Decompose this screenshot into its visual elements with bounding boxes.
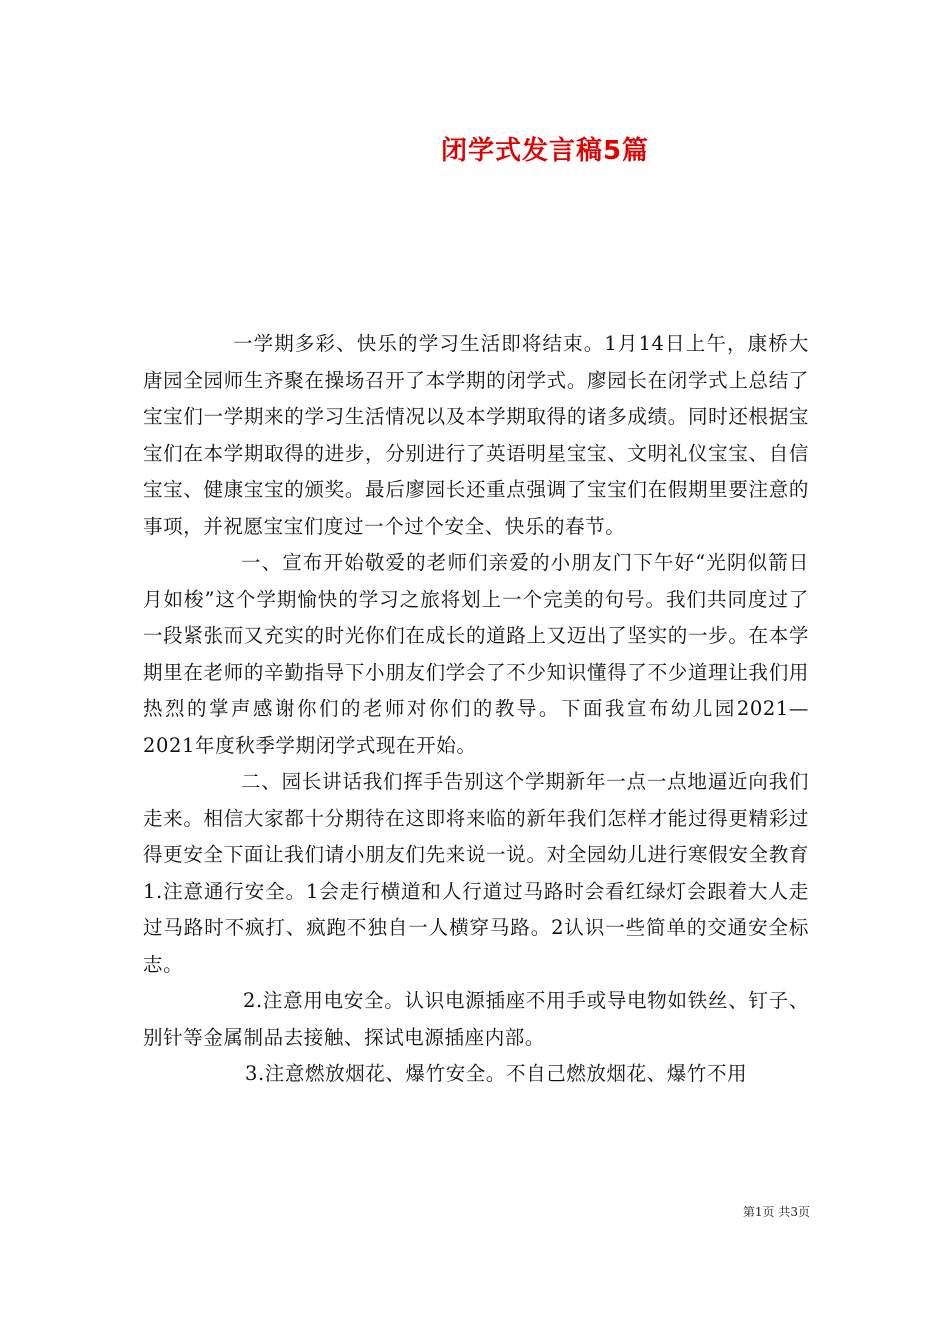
page-footer: 第1页 共3页 <box>742 1205 810 1219</box>
paragraph-intro: 一学期多彩、快乐的学习生活即将结束。1月14日上午，康桥大唐园全园师生齐聚在操场召开了本学期的闭学式。廖园长在闭学式上总结了宝宝们一学期来的学习生活情况以及本学期取得的诸多成绩。同时还根据宝宝们在本学期取得的进步，分别进行了英语明星宝宝、文明礼仪宝宝、自信宝宝、健康宝宝的颁奖。最后廖园长还重点强调了宝宝们在假期里要注意的事项，并祝愿宝宝们度过一个过个安全、快乐的春节。 <box>143 332 809 538</box>
document-body <box>143 326 809 1093</box>
paragraph-electric-safety: 2.注意用电安全。认识电源插座不用手或导电物如铁丝、钉子、别针等金属制品去接触、探试电源插座内部。 <box>143 989 809 1049</box>
paragraph-section-2: 二、园长讲话我们挥手告别这个学期新年一点一点地逼近向我们走来。相信大家都十分期待在这即将来临的新年我们怎样才能过得更精彩过得更安全下面让我们请小朋友们先来说一说。对全园幼儿进行寒假安全教育1.注意通行安全。1会走行横道和人行道过马路时会看红绿灯会跟着大人走过马路时不疯打、疯跑不独自一人横穿马路。2认识一些简单的交通安全标志。 <box>143 770 809 976</box>
paragraph-firework-safety: 3.注意燃放烟花、爆竹安全。不自己燃放烟花、爆竹不用 <box>245 1062 748 1085</box>
paragraph-section-1: 一、宣布开始敬爱的老师们亲爱的小朋友门下午好“光阴似箭日月如梭”这个学期愉快的学习之旅将划上一个完美的句号。我们共同度过了一段紧张而又充实的时光你们在成长的道路上又迈出了坚实的一步。在本学期里在老师的辛勤指导下小朋友们学会了不少知识懂得了不少道理让我们用热烈的掌声感谢你们的老师对你们的教导。下面我宣布幼儿园2021—2021年度秋季学期闭学式现在开始。 <box>143 551 809 757</box>
document-title: 闭学式发言稿5篇 <box>440 136 650 166</box>
